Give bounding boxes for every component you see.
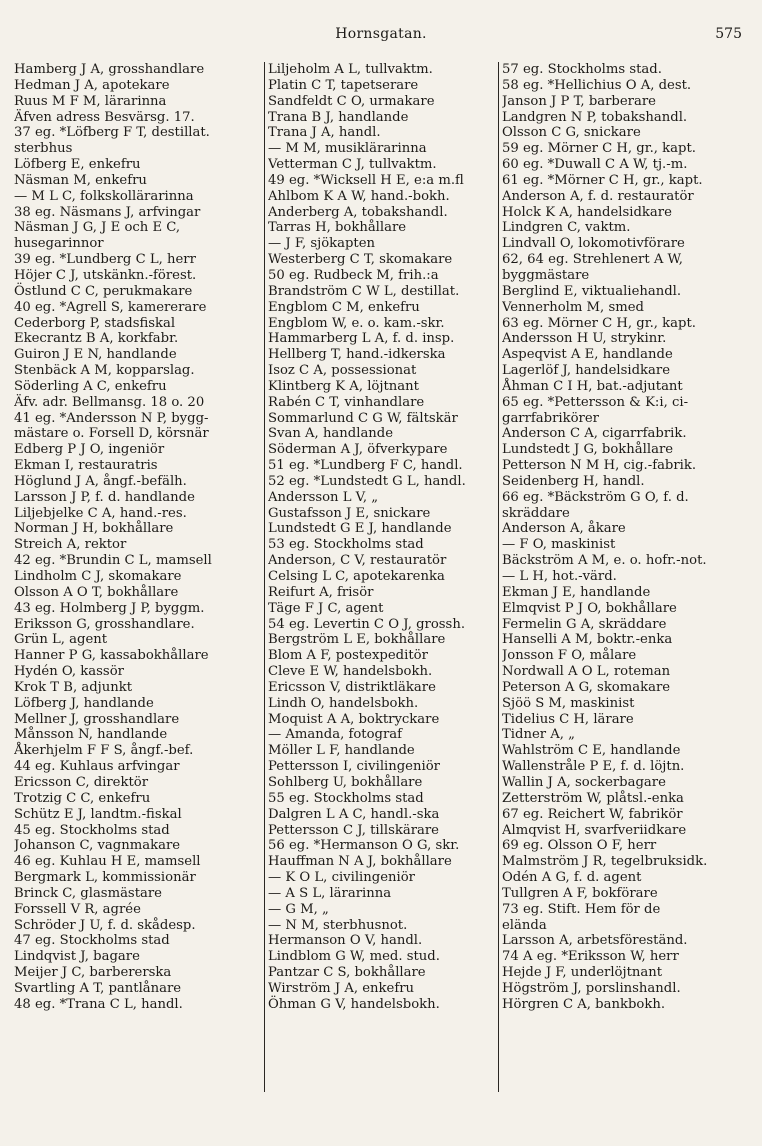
directory-entry: Trana J A, handl.: [268, 125, 381, 141]
directory-entry: Tidelius C H, lärare: [502, 711, 634, 727]
directory-entry: Ahlbom K A W, hand.-bokh.: [268, 188, 450, 204]
directory-entry: Janson J P T, barberare: [502, 93, 656, 109]
directory-entry: 55 eg. Stockholms stad: [268, 790, 424, 806]
directory-entry: Söderling A C, enkefru: [14, 378, 167, 394]
directory-entry: Petterson N M H, cig.-fabrik.: [502, 458, 697, 474]
directory-entry: Hydén O, kassör: [14, 664, 124, 680]
directory-entry: Krok T B, adjunkt: [14, 679, 133, 695]
directory-entry: Wallin J A, sockerbagare: [502, 774, 666, 790]
directory-entry: Lindgren C, vaktm.: [502, 220, 631, 236]
directory-entry: Jonsson F O, målare: [502, 648, 637, 664]
directory-entry: Månsson N, handlande: [14, 727, 168, 743]
column-divider: [498, 62, 499, 1092]
directory-entry: sterbhus: [14, 141, 73, 157]
directory-entry: Edberg P J O, ingeniör: [14, 442, 165, 458]
directory-entry: Äfv. adr. Bellmansg. 18 o. 20: [14, 394, 205, 410]
directory-entry: 50 eg. Rudbeck M, frih.:a: [268, 267, 439, 283]
directory-entry: Streich A, rektor: [14, 537, 127, 553]
directory-entry: Aspeqvist A E, handlande: [502, 347, 673, 363]
directory-entry: 62, 64 eg. Strehlenert A W,: [502, 252, 683, 268]
directory-entry: Högström J, porslinshandl.: [502, 980, 681, 996]
directory-entry: Lagerlöf J, handelsidkare: [502, 363, 670, 379]
directory-entry: Ericsson V, distriktläkare: [268, 679, 436, 695]
directory-entry: Löfberg J, handlande: [14, 695, 154, 711]
directory-entry: Söderman A J, öfverkypare: [268, 442, 448, 458]
directory-entry: Tarras H, bokhållare: [268, 220, 407, 236]
directory-entry: skräddare: [502, 505, 570, 521]
directory-entry: — J F, sjökapten: [268, 236, 376, 252]
directory-entry: Bäckström A M, e. o. hofr.-not.: [502, 553, 707, 569]
directory-entry: Sohlberg U, bokhållare: [268, 774, 423, 790]
directory-entry: Blom A F, postexpeditör: [268, 648, 428, 664]
directory-entry: — M M, musiklärarinna: [268, 141, 427, 157]
page-header: [0, 26, 762, 46]
directory-entry: Klintberg K A, löjtnant: [268, 378, 419, 394]
directory-entry: — M L C, folkskollärarinna: [14, 188, 194, 204]
directory-entry: Anderson A, f. d. restauratör: [502, 188, 694, 204]
directory-entry: Höjer C J, utskänkn.-förest.: [14, 267, 197, 283]
directory-entry: Zetterström W, plåtsl.-enka: [502, 790, 684, 806]
directory-entry: Holck K A, handelsidkare: [502, 204, 672, 220]
directory-entry: 60 eg. *Duwall C A W, tj.-m.: [502, 157, 688, 173]
directory-entry: Vennerholm M, smed: [502, 299, 644, 315]
directory-entry: Fermelin G A, skräddare: [502, 616, 667, 632]
directory-entry: Platin C T, tapetserare: [268, 77, 419, 93]
directory-entry: Olsson C G, snickare: [502, 125, 641, 141]
directory-entry: Guiron J E N, handlande: [14, 347, 177, 363]
directory-entry: 59 eg. Mörner C H, gr., kapt.: [502, 141, 696, 157]
directory-entry: Täge F J C, agent: [268, 600, 384, 616]
directory-entry: Pettersson C J, tillskärare: [268, 822, 439, 838]
directory-entry: 53 eg. Stockholms stad: [268, 537, 424, 553]
directory-entry: Ekecrantz B A, korkfabr.: [14, 331, 179, 347]
directory-entry: Lindqvist J, bagare: [14, 949, 140, 965]
directory-entry: 46 eg. Kuhlau H E, mamsell: [14, 854, 201, 870]
directory-entry: 67 eg. Reichert W, fabrikör: [502, 806, 683, 822]
directory-entry: Lundstedt G E J, handlande: [268, 521, 452, 537]
directory-entry: Brinck C, glasmästare: [14, 885, 162, 901]
directory-entry: Schütz E J, landtm.-fiskal: [14, 806, 182, 822]
directory-entry: 65 eg. *Pettersson & K:i, ci-: [502, 394, 689, 410]
directory-entry: Hammarberg L A, f. d. insp.: [268, 331, 455, 347]
directory-entry: Anderberg A, tobakshandl.: [268, 204, 448, 220]
directory-entry: Ruus M F M, lärarinna: [14, 93, 167, 109]
directory-entry: Wallenstråle P E, f. d. löjtn.: [502, 759, 685, 775]
directory-entry: Moquist A A, boktryckare: [268, 711, 440, 727]
directory-entry: Ekman J E, handlande: [502, 584, 651, 600]
directory-entry: Forssell V R, agrée: [14, 901, 141, 917]
directory-entry: Hamberg J A, grosshandlare: [14, 62, 205, 77]
directory-entry: Wahlström C E, handlande: [502, 743, 681, 759]
directory-entry: 49 eg. *Wicksell H E, e:a m.fl: [268, 172, 464, 188]
directory-entry: Westerberg C T, skomakare: [268, 252, 453, 268]
directory-entry: Meijer J C, barbererska: [14, 965, 172, 981]
directory-entry: Tidner A, „: [502, 727, 575, 743]
directory-entry: 74 A eg. *Eriksson W, herr: [502, 949, 679, 965]
directory-entry: Möller L F, handlande: [268, 743, 415, 759]
directory-entry: Andersson H U, strykinr.: [502, 331, 667, 347]
directory-column-1: [14, 62, 262, 1013]
directory-entry: Äfven adress Besvärsg. 17.: [14, 109, 195, 125]
directory-entry: Larsson J P, f. d. handlande: [14, 489, 195, 505]
directory-entry: Malmström J R, tegelbruksidk.: [502, 854, 708, 870]
directory-entry: Engblom W, e. o. kam.-skr.: [268, 315, 445, 331]
directory-entry: Brandström C W L, destillat.: [268, 283, 460, 299]
directory-entry: Pettersson I, civilingeniör: [268, 759, 440, 775]
directory-entry: Eriksson G, grosshandlare.: [14, 616, 195, 632]
directory-entry: 38 eg. Näsmans J, arfvingar: [14, 204, 201, 220]
directory-entry: Grün L, agent: [14, 632, 108, 648]
directory-entry: Lindholm C J, skomakare: [14, 569, 182, 584]
directory-entry: Cleve E W, handelsbokh.: [268, 664, 433, 680]
directory-entry: Engblom C M, enkefru: [268, 299, 420, 315]
directory-entry: Larsson A, arbetsföreständ.: [502, 933, 688, 949]
directory-entry: — G M, „: [268, 901, 329, 917]
directory-entry: 52 eg. *Lundstedt G L, handl.: [268, 473, 466, 489]
directory-entry: Pantzar C S, bokhållare: [268, 965, 426, 981]
directory-entry: Stenbäck A M, kopparslag.: [14, 363, 195, 379]
directory-entry: 48 eg. *Trana C L, handl.: [14, 996, 183, 1012]
directory-entry: — Amanda, fotograf: [268, 727, 402, 743]
directory-entry: — L H, hot.-värd.: [502, 569, 617, 584]
directory-entry: Odén A G, f. d. agent: [502, 870, 642, 886]
directory-entry: — N M, sterbhusnot.: [268, 917, 408, 933]
directory-entry: 51 eg. *Lundberg F C, handl.: [268, 458, 463, 474]
directory-entry: Norman J H, bokhållare: [14, 521, 174, 537]
directory-entry: Lindblom G W, med. stud.: [268, 949, 440, 965]
directory-entry: Hauffman N A J, bokhållare: [268, 854, 452, 870]
directory-entry: 44 eg. Kuhlaus arfvingar: [14, 759, 180, 775]
directory-entry: 37 eg. *Löfberg F T, destillat.: [14, 125, 210, 141]
directory-entry: Hanselli A M, boktr.-enka: [502, 632, 673, 648]
directory-entry: Hermanson O V, handl.: [268, 933, 423, 949]
directory-entry: Andersson L V, „: [268, 489, 379, 505]
directory-entry: 61 eg. *Mörner C H, gr., kapt.: [502, 172, 703, 188]
directory-entry: Landgren N P, tobakshandl.: [502, 109, 688, 125]
directory-entry: Svartling A T, pantlånare: [14, 980, 182, 996]
directory-entry: 58 eg. *Hellichius O A, dest.: [502, 77, 692, 93]
directory-entry: Hejde J F, underlöjtnant: [502, 965, 663, 981]
directory-entry: 56 eg. *Hermanson O G, skr.: [268, 838, 460, 854]
directory-entry: Östlund C C, perukmakare: [14, 283, 193, 299]
directory-entry: Svan A, handlande: [268, 426, 394, 442]
directory-entry: 45 eg. Stockholms stad: [14, 822, 170, 838]
directory-entry: Trana B J, handlande: [268, 109, 409, 125]
directory-entry: Wirström J A, enkefru: [268, 980, 415, 996]
directory-entry: Sommarlund C G W, fältskär: [268, 410, 458, 426]
directory-entry: Cederborg P, stadsfiskal: [14, 315, 176, 331]
directory-entry: Bergström L E, bokhållare: [268, 632, 446, 648]
directory-entry: Trotzig C C, enkefru: [14, 790, 151, 806]
directory-entry: Hanner P G, kassabokhållare: [14, 648, 209, 664]
directory-entry: 42 eg. *Brundin C L, mamsell: [14, 553, 212, 569]
directory-entry: Näsman J G, J E och E C,: [14, 220, 181, 236]
directory-entry: Öhman G V, handelsbokh.: [268, 996, 440, 1012]
directory-entry: Rabén C T, vinhandlare: [268, 394, 425, 410]
directory-entry: Näsman M, enkefru: [14, 172, 147, 188]
directory-entry: Höglund J A, ångf.-befälh.: [14, 473, 187, 489]
directory-entry: 40 eg. *Agrell S, kamererare: [14, 299, 207, 315]
directory-entry: Almqvist H, svarfveriidkare: [502, 822, 687, 838]
directory-entry: Ericsson C, direktör: [14, 774, 148, 790]
directory-entry: Anderson, C V, restauratör: [268, 553, 447, 569]
directory-entry: Hedman J A, apotekare: [14, 77, 170, 93]
directory-entry: 41 eg. *Andersson N P, bygg-: [14, 410, 209, 426]
directory-entry: Anderson C A, cigarrfabrik.: [502, 426, 687, 442]
directory-entry: Vetterman C J, tullvaktm.: [268, 157, 437, 173]
directory-entry: Hellberg T, hand.-idkerska: [268, 347, 446, 363]
directory-entry: 66 eg. *Bäckström G O, f. d.: [502, 489, 689, 505]
directory-entry: Reifurt A, frisör: [268, 584, 374, 600]
street-title: Hornsgatan.: [335, 26, 427, 42]
directory-entry: Liljebjelke C A, hand.-res.: [14, 505, 187, 521]
directory-entry: Hörgren C A, bankbokh.: [502, 996, 666, 1012]
page-number: 575: [715, 26, 742, 42]
column-divider: [264, 62, 265, 1092]
directory-entry: Dalgren L A C, handl.-ska: [268, 806, 440, 822]
directory-entry: Peterson A G, skomakare: [502, 679, 671, 695]
directory-entry: 57 eg. Stockholms stad.: [502, 62, 662, 77]
directory-entry: Mellner J, grosshandlare: [14, 711, 180, 727]
directory-entry: Ekman I, restauratris: [14, 458, 158, 474]
directory-entry: 43 eg. Holmberg J P, byggm.: [14, 600, 205, 616]
directory-entry: mästare o. Forsell D, körsnär: [14, 426, 209, 442]
directory-entry: Löfberg E, enkefru: [14, 157, 141, 173]
directory-entry: 69 eg. Olsson O F, herr: [502, 838, 657, 854]
directory-entry: Schröder J U, f. d. skådesp.: [14, 917, 196, 933]
directory-entry: — A S L, lärarinna: [268, 885, 392, 901]
directory-entry: Anderson A, åkare: [502, 521, 626, 537]
directory-entry: 47 eg. Stockholms stad: [14, 933, 170, 949]
directory-entry: Isoz C A, possessionat: [268, 363, 417, 379]
directory-entry: 54 eg. Levertin C O J, grossh.: [268, 616, 466, 632]
directory-entry: Nordwall A O L, roteman: [502, 664, 671, 680]
directory-entry: Berglind E, viktualiehandl.: [502, 283, 682, 299]
directory-entry: — F O, maskinist: [502, 537, 616, 553]
directory-entry: Sandfeldt C O, urmakare: [268, 93, 435, 109]
directory-entry: Olsson A O T, bokhållare: [14, 584, 179, 600]
directory-entry: Gustafsson J E, snickare: [268, 505, 431, 521]
directory-entry: Seidenberg H, handl.: [502, 473, 645, 489]
directory-entry: Bergmark L, kommissionär: [14, 870, 196, 886]
directory-entry: Elmqvist P J O, bokhållare: [502, 600, 677, 616]
directory-column-3: [502, 62, 752, 1013]
directory-entry: Sjöö S M, maskinist: [502, 695, 635, 711]
directory-entry: Liljeholm A L, tullvaktm.: [268, 62, 433, 77]
directory-entry: Lindh O, handelsbokh.: [268, 695, 419, 711]
directory-entry: Åhman C I H, bat.-adjutant: [502, 378, 683, 394]
directory-entry: Celsing L C, apotekarenka: [268, 569, 445, 584]
directory-entry: byggmästare: [502, 267, 590, 283]
directory-entry: husegarinnor: [14, 236, 104, 252]
directory-entry: Lundstedt J G, bokhållare: [502, 442, 674, 458]
directory-entry: Åkerhjelm F F S, ångf.-bef.: [14, 743, 194, 759]
directory-entry: elända: [502, 917, 547, 933]
directory-entry: garrfabrikörer: [502, 410, 599, 426]
directory-column-2: [268, 62, 496, 1013]
directory-entry: 73 eg. Stift. Hem för de: [502, 901, 661, 917]
directory-entry: Tullgren A F, bokförare: [502, 885, 658, 901]
directory-entry: Johanson C, vagnmakare: [14, 838, 181, 854]
directory-entry: — K O L, civilingeniör: [268, 870, 415, 886]
directory-entry: 39 eg. *Lundberg C L, herr: [14, 252, 196, 268]
directory-entry: 63 eg. Mörner C H, gr., kapt.: [502, 315, 696, 331]
directory-entry: Lindvall O, lokomotivförare: [502, 236, 685, 252]
